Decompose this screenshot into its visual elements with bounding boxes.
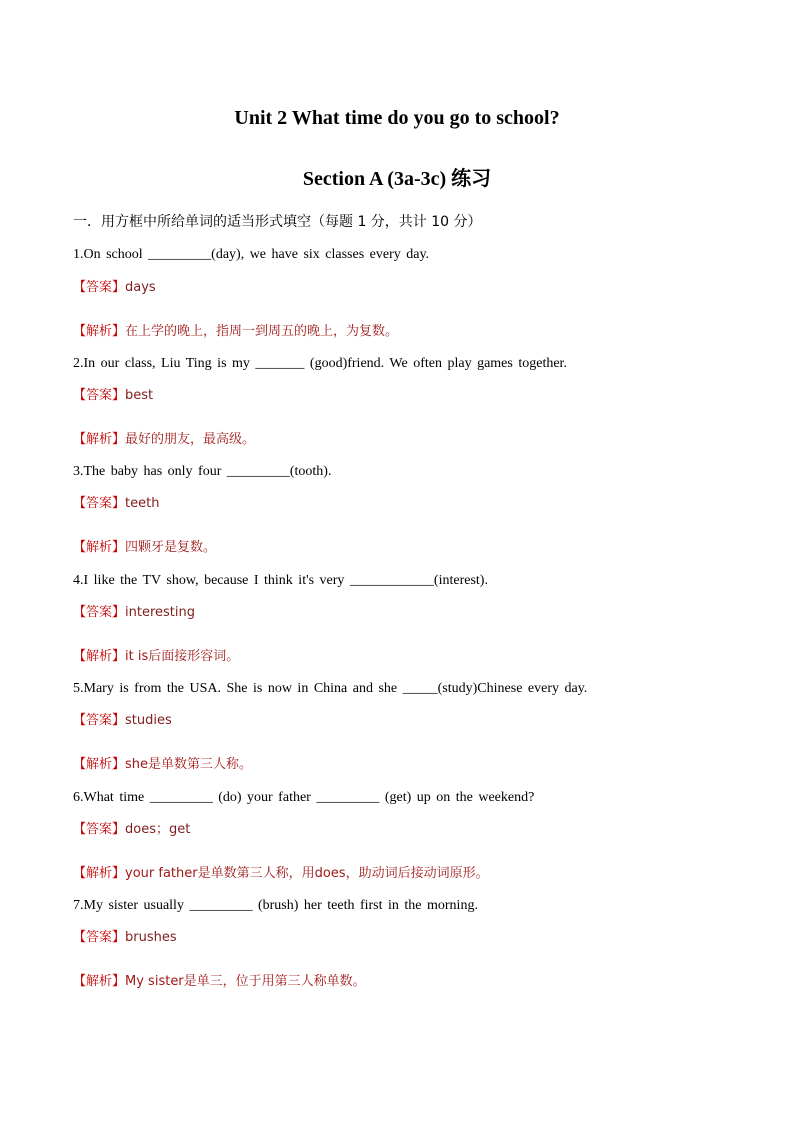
explanation-tag: 【解析】 bbox=[73, 757, 126, 772]
explanation-tag: 【解析】 bbox=[73, 974, 126, 989]
question-text: 5.Mary is from the USA. She is now in China and she _____(study)Chinese every day. bbox=[73, 681, 588, 696]
answer-line bbox=[73, 604, 195, 622]
explanation-line bbox=[73, 431, 255, 449]
explanation-tag: 【解析】 bbox=[73, 324, 126, 339]
answer-line bbox=[73, 387, 153, 405]
explanation-value: My sister是单三，位于用第三人称单数。 bbox=[125, 974, 366, 989]
answer-tag: 【答案】 bbox=[73, 713, 126, 728]
explanation-tag: 【解析】 bbox=[73, 432, 126, 447]
explanation-value: it is后面接形容词。 bbox=[125, 649, 240, 664]
answer-tag: 【答案】 bbox=[73, 822, 126, 837]
answer-line bbox=[73, 821, 190, 839]
document-subtitle: Section A (3a-3c) 练习 bbox=[302, 168, 492, 190]
question-text: 1.On school _________(day), we have six classes every day. bbox=[73, 247, 430, 262]
answer-tag: 【答案】 bbox=[73, 280, 126, 295]
answer-line bbox=[73, 495, 159, 513]
explanation-tag: 【解析】 bbox=[73, 540, 126, 555]
answer-value: interesting bbox=[125, 605, 195, 620]
answer-value: studies bbox=[125, 713, 172, 728]
question-text: 3.The baby has only four _________(tooth). bbox=[73, 464, 332, 479]
explanation-value: she是单数第三人称。 bbox=[125, 757, 253, 772]
explanation-line bbox=[73, 539, 216, 557]
explanation-tag: 【解析】 bbox=[73, 866, 126, 881]
answer-tag: 【答案】 bbox=[73, 605, 126, 620]
answer-tag: 【答案】 bbox=[73, 496, 126, 511]
answer-value: best bbox=[125, 388, 154, 403]
question-text: 4.I like the TV show, because I think it's very ____________(interest). bbox=[73, 573, 488, 588]
explanation-line bbox=[73, 756, 252, 774]
explanation-tag: 【解析】 bbox=[73, 649, 126, 664]
explanation-line bbox=[73, 865, 489, 883]
document-title: Unit 2 What time do you go to school? bbox=[234, 107, 560, 129]
question-text: 6.What time _________ (do) your father _________ (get) up on the weekend? bbox=[73, 790, 535, 805]
explanation-value: 在上学的晚上，指周一到周五的晚上，为复数。 bbox=[125, 324, 399, 339]
section-instruction: 一．用方框中所给单词的适当形式填空（每题 1 分，共计 10 分） bbox=[73, 214, 482, 230]
answer-tag: 【答案】 bbox=[73, 930, 126, 945]
answer-value: does；get bbox=[125, 822, 191, 837]
question-text: 7.My sister usually _________ (brush) her teeth first in the morning. bbox=[73, 898, 478, 913]
explanation-value: 四颗牙是复数。 bbox=[125, 540, 217, 555]
answer-line bbox=[73, 279, 156, 297]
explanation-line bbox=[73, 973, 366, 991]
answer-value: days bbox=[125, 280, 156, 295]
answer-line bbox=[73, 712, 172, 730]
explanation-line bbox=[73, 648, 239, 666]
answer-tag: 【答案】 bbox=[73, 388, 126, 403]
explanation-line bbox=[73, 323, 398, 341]
answer-value: teeth bbox=[125, 496, 160, 511]
answer-line bbox=[73, 929, 177, 947]
answer-value: brushes bbox=[125, 930, 177, 945]
explanation-value: your father是单数第三人称，用does，助动词后接动词原形。 bbox=[125, 866, 489, 881]
explanation-value: 最好的朋友，最高级。 bbox=[125, 432, 256, 447]
question-text: 2.In our class, Liu Ting is my _______ (good)friend. We often play games together. bbox=[73, 356, 567, 371]
